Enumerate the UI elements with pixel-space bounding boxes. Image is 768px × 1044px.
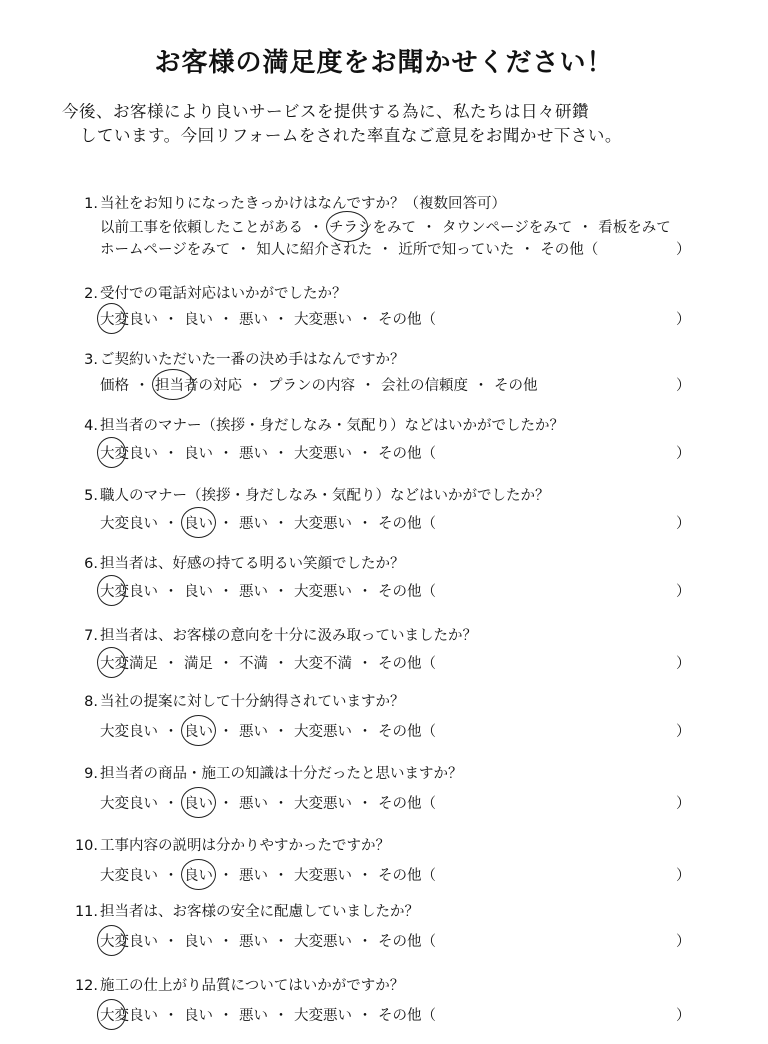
separator-dot: ・ — [163, 724, 179, 740]
closing-paren: ） — [676, 656, 691, 672]
separator-dot: ・ — [360, 378, 376, 394]
answer-option: 近所で知っていた — [398, 242, 515, 258]
handwritten-circle-mark — [97, 925, 126, 956]
question-number: 12. — [74, 978, 98, 994]
answer-option: ホームページをみて — [100, 242, 231, 258]
answer-option: 良い — [184, 1008, 213, 1024]
question-text — [58, 192, 506, 213]
separator-dot: ・ — [218, 796, 234, 812]
question-number: 11. — [74, 904, 98, 920]
answer-option: 大変良い — [100, 516, 158, 532]
closing-paren: ） — [676, 446, 691, 462]
answer-option: 不満 — [239, 656, 268, 672]
answer-option: 良い — [184, 446, 213, 462]
separator-dot: ・ — [163, 446, 179, 462]
handwritten-circle-mark — [181, 715, 216, 746]
answer-option: その他（ — [378, 656, 436, 672]
answer-option: その他 — [494, 378, 538, 394]
answer-option: その他（ — [540, 242, 599, 258]
question-5 — [0, 484, 768, 554]
separator-dot: ・ — [218, 1008, 234, 1024]
separator-dot: ・ — [218, 516, 234, 532]
question-text — [58, 900, 419, 921]
separator-dot: ・ — [163, 796, 179, 812]
separator-dot: ・ — [273, 796, 289, 812]
separator-dot: ・ — [163, 656, 179, 672]
answer-option: 良い — [184, 864, 213, 885]
answer-option: その他（ — [378, 312, 436, 328]
question-label: 担当者のマナー（挨拶・身だしなみ・気配り）などはいかがでしたか？ — [100, 418, 564, 434]
separator-dot: ・ — [357, 312, 373, 328]
answer-option: プランの内容 — [268, 378, 355, 394]
question-number: 9. — [84, 766, 98, 782]
answer-option: 良い — [184, 792, 213, 813]
separator-dot: ・ — [357, 446, 373, 462]
question-text — [58, 974, 404, 995]
answer-option: 大変良い — [100, 442, 158, 463]
answer-option: 大変良い — [100, 724, 158, 740]
answer-option: 良い — [184, 512, 213, 533]
answer-option: その他（ — [378, 796, 436, 812]
closing-paren: ） — [676, 242, 691, 258]
separator-dot: ・ — [273, 934, 289, 950]
answer-options-line — [100, 720, 436, 741]
separator-dot: ・ — [357, 584, 373, 600]
question-label: 担当者は、好感の持てる明るい笑顔でしたか？ — [100, 556, 405, 572]
answer-option: その他（ — [378, 868, 436, 884]
question-text — [58, 834, 390, 855]
question-label: 受付での電話対応はいかがでしたか？ — [100, 286, 347, 302]
answer-option: 良い — [184, 934, 213, 950]
separator-dot: ・ — [357, 656, 373, 672]
closing-paren: ） — [676, 796, 691, 812]
answer-option: 大変悪い — [294, 796, 352, 812]
handwritten-circle-mark — [181, 507, 216, 538]
separator-dot: ・ — [218, 724, 234, 740]
question-number: 6. — [84, 556, 98, 572]
question-label: 施工の仕上がり品質についてはいかがですか？ — [100, 978, 405, 994]
answer-option: 看板をみて — [598, 220, 671, 236]
answer-option: 大変悪い — [294, 934, 352, 950]
question-text — [58, 414, 564, 435]
answer-option: その他（ — [378, 446, 436, 462]
answer-option: 大変悪い — [294, 868, 352, 884]
separator-dot: ・ — [519, 242, 535, 258]
answer-option: チラシをみて — [329, 216, 416, 237]
answer-options-line — [100, 652, 436, 673]
question-text — [58, 690, 405, 711]
question-label: 担当者の商品・施工の知識は十分だったと思いますか？ — [100, 766, 463, 782]
separator-dot: ・ — [273, 1008, 289, 1024]
handwritten-circle-mark — [97, 999, 126, 1030]
answer-option: 大変良い — [100, 796, 158, 812]
answer-option: 大変良い — [100, 308, 158, 329]
question-7 — [0, 624, 768, 694]
handwritten-circle-mark — [181, 859, 216, 890]
separator-dot: ・ — [163, 584, 179, 600]
answer-options-line — [100, 792, 436, 813]
answer-option: 満足 — [184, 656, 213, 672]
question-9 — [0, 762, 768, 832]
separator-dot: ・ — [218, 656, 234, 672]
closing-paren: ） — [676, 378, 691, 394]
answer-option: 会社の信頼度 — [381, 378, 468, 394]
question-label: 担当者は、お客様の安全に配慮していましたか？ — [100, 904, 419, 920]
answer-option: 良い — [184, 720, 213, 741]
answer-option: 担当者の対応 — [155, 374, 242, 395]
question-number: 4. — [84, 418, 98, 434]
question-number: 10. — [74, 838, 98, 854]
answer-option: 悪い — [239, 1008, 268, 1024]
question-11 — [0, 900, 768, 970]
question-label: ご契約いただいた一番の決め手はなんですか？ — [100, 352, 405, 368]
closing-paren: ） — [676, 584, 691, 600]
separator-dot: ・ — [163, 1008, 179, 1024]
answer-option: 知人に紹介された — [256, 242, 373, 258]
answer-option: 以前工事を依頼したことがある — [100, 220, 303, 236]
answer-option: 大変悪い — [294, 312, 352, 328]
separator-dot: ・ — [218, 934, 234, 950]
answer-option: 大変悪い — [294, 516, 352, 532]
answer-option: 大変満足 — [100, 652, 158, 673]
answer-option: 大変悪い — [294, 724, 352, 740]
question-number: 2. — [84, 286, 98, 302]
handwritten-circle-mark — [152, 369, 194, 400]
answer-option: 大変良い — [100, 930, 158, 951]
answer-option: その他（ — [378, 516, 436, 532]
separator-dot: ・ — [357, 724, 373, 740]
closing-paren: ） — [676, 724, 691, 740]
answer-option: 大変悪い — [294, 1008, 352, 1024]
question-3 — [0, 348, 768, 418]
separator-dot: ・ — [273, 724, 289, 740]
answer-options-line — [100, 238, 598, 259]
question-text — [58, 348, 405, 369]
question-label: 当社をお知りになったきっかけはなんですか？（複数回答可） — [100, 196, 506, 212]
answer-options-line — [100, 512, 436, 533]
answer-option: 悪い — [239, 584, 268, 600]
handwritten-circle-mark — [181, 787, 216, 818]
question-4 — [0, 414, 768, 484]
answer-options-line — [100, 864, 436, 885]
separator-dot: ・ — [377, 242, 393, 258]
answer-options-line — [100, 580, 436, 601]
answer-options-line — [100, 216, 671, 237]
answer-option: その他（ — [378, 584, 436, 600]
separator-dot: ・ — [273, 446, 289, 462]
separator-dot: ・ — [163, 516, 179, 532]
question-text — [58, 624, 477, 645]
question-number: 8. — [84, 694, 98, 710]
separator-dot: ・ — [273, 516, 289, 532]
question-label: 職人のマナー（挨拶・身だしなみ・気配り）などはいかがでしたか？ — [100, 488, 550, 504]
separator-dot: ・ — [421, 220, 437, 236]
question-number: 5. — [84, 488, 98, 504]
separator-dot: ・ — [357, 934, 373, 950]
separator-dot: ・ — [134, 378, 150, 394]
question-label: 当社の提案に対して十分納得されていますか？ — [100, 694, 405, 710]
answer-option: その他（ — [378, 1008, 436, 1024]
separator-dot: ・ — [218, 584, 234, 600]
answer-option: 大変悪い — [294, 584, 352, 600]
separator-dot: ・ — [357, 868, 373, 884]
intro-line-1: 今後、お客様により良いサービスを提供する為に、私たちは日々研鑽 — [62, 102, 589, 121]
separator-dot: ・ — [218, 446, 234, 462]
question-text — [58, 484, 550, 505]
question-label: 担当者は、お客様の意向を十分に汲み取っていましたか？ — [100, 628, 477, 644]
answer-options-line — [100, 374, 538, 395]
separator-dot: ・ — [218, 312, 234, 328]
closing-paren: ） — [676, 934, 691, 950]
separator-dot: ・ — [218, 868, 234, 884]
separator-dot: ・ — [163, 312, 179, 328]
answer-option: その他（ — [378, 934, 436, 950]
separator-dot: ・ — [473, 378, 489, 394]
question-text — [58, 552, 405, 573]
answer-option: 良い — [184, 312, 213, 328]
separator-dot: ・ — [235, 242, 251, 258]
closing-paren: ） — [676, 868, 691, 884]
question-number: 1. — [84, 196, 98, 212]
answer-option: 大変悪い — [294, 446, 352, 462]
separator-dot: ・ — [247, 378, 263, 394]
answer-option: その他（ — [378, 724, 436, 740]
separator-dot: ・ — [357, 796, 373, 812]
separator-dot: ・ — [357, 1008, 373, 1024]
separator-dot: ・ — [163, 868, 179, 884]
answer-option: 悪い — [239, 516, 268, 532]
answer-option: タウンページをみて — [442, 220, 573, 236]
closing-paren: ） — [676, 516, 691, 532]
question-2 — [0, 282, 768, 352]
separator-dot: ・ — [308, 220, 324, 236]
survey-title: お客様の満足度をお聞かせください！ — [154, 48, 614, 78]
answer-option: 悪い — [239, 868, 268, 884]
question-10 — [0, 834, 768, 904]
answer-option: 良い — [184, 584, 213, 600]
handwritten-circle-mark — [97, 575, 126, 606]
separator-dot: ・ — [163, 934, 179, 950]
answer-options-line — [100, 1004, 436, 1025]
question-12 — [0, 974, 768, 1044]
closing-paren: ） — [676, 312, 691, 328]
question-8 — [0, 690, 768, 760]
separator-dot: ・ — [273, 868, 289, 884]
answer-option: 大変良い — [100, 580, 158, 601]
closing-paren: ） — [676, 1008, 691, 1024]
answer-option: 悪い — [239, 796, 268, 812]
intro-line-2: しています。今回リフォームをされた率直なご意見をお聞かせ下さい。 — [80, 126, 622, 145]
question-text — [58, 282, 347, 303]
separator-dot: ・ — [577, 220, 593, 236]
answer-options-line — [100, 442, 436, 463]
answer-option: 大変不満 — [294, 656, 352, 672]
separator-dot: ・ — [273, 312, 289, 328]
answer-option: 悪い — [239, 446, 268, 462]
separator-dot: ・ — [357, 516, 373, 532]
separator-dot: ・ — [273, 656, 289, 672]
handwritten-circle-mark — [97, 303, 126, 334]
question-text — [58, 762, 463, 783]
answer-option: 悪い — [239, 312, 268, 328]
question-1 — [0, 192, 768, 262]
separator-dot: ・ — [273, 584, 289, 600]
handwritten-circle-mark — [97, 647, 126, 678]
question-label: 工事内容の説明は分かりやすかったですか？ — [100, 838, 390, 854]
question-number: 7. — [84, 628, 98, 644]
question-6 — [0, 552, 768, 622]
answer-option: 悪い — [239, 934, 268, 950]
answer-option: 大変良い — [100, 868, 158, 884]
handwritten-circle-mark — [97, 437, 126, 468]
answer-option: 大変良い — [100, 1004, 158, 1025]
answer-options-line — [100, 308, 436, 329]
answer-options-line — [100, 930, 436, 951]
question-number: 3. — [84, 352, 98, 368]
answer-option: 価格 — [100, 378, 129, 394]
answer-option: 悪い — [239, 724, 268, 740]
